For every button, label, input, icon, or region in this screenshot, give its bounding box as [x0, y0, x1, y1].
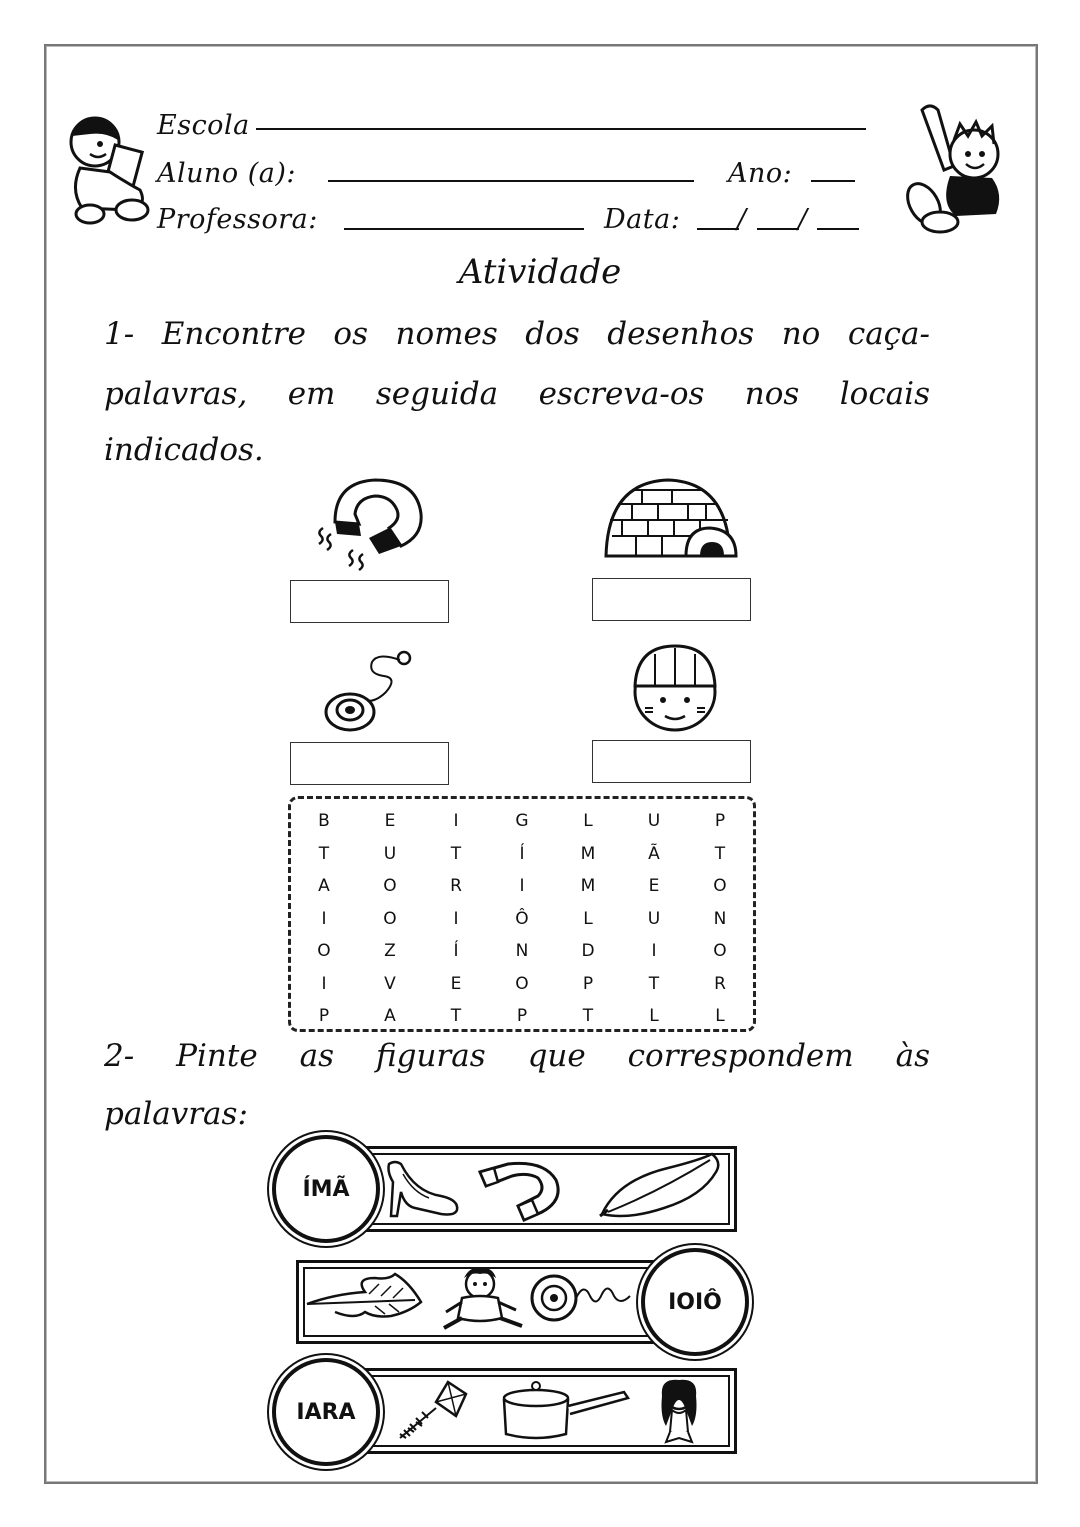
word-search-letter[interactable]: Í [519, 843, 525, 864]
yoyo-icon[interactable] [530, 1272, 638, 1322]
word-search-letter[interactable]: U [647, 811, 661, 832]
word-search-letter[interactable]: T [450, 1006, 462, 1027]
page-title: Atividade [458, 252, 622, 292]
word-search-grid [291, 805, 753, 1033]
word-search-letter[interactable]: R [714, 973, 726, 994]
question-1-line-2: palavras, em seguida escreva-os nos locais [104, 376, 930, 412]
word-search-letter[interactable]: P [516, 1006, 528, 1027]
year-label: Ano: [728, 158, 793, 189]
word-search-letter[interactable]: T [648, 973, 660, 994]
word-search-letter[interactable]: I [651, 941, 657, 962]
answer-box-yoyo[interactable] [290, 742, 449, 785]
date-separator: / [737, 204, 747, 235]
word-search-letter[interactable]: P [714, 811, 726, 832]
word-search-row [291, 838, 753, 871]
word-badge-iara: IARA [272, 1358, 380, 1466]
word-search-letter[interactable]: G [515, 811, 529, 832]
word-search-letter[interactable]: D [581, 941, 595, 962]
question-2-line-2: palavras: [104, 1096, 248, 1132]
reading-child-icon [60, 110, 155, 225]
teacher-label: Professora: [157, 204, 318, 235]
answer-box-magnet[interactable] [290, 580, 449, 623]
pan-icon[interactable] [500, 1376, 634, 1444]
date-separator: / [798, 204, 808, 235]
word-search-row [291, 903, 753, 936]
leaf-icon[interactable] [598, 1150, 724, 1226]
word-search-letter[interactable]: V [384, 973, 396, 994]
word-search [288, 796, 756, 1032]
word-search-letter[interactable]: E [648, 876, 660, 897]
word-search-letter[interactable]: O [383, 876, 397, 897]
date-day-field[interactable] [697, 228, 739, 230]
word-search-letter[interactable]: L [583, 908, 593, 929]
word-search-letter[interactable]: I [453, 811, 459, 832]
shoe-icon[interactable] [385, 1158, 461, 1218]
school-label: Escola [157, 110, 250, 141]
word-search-letter[interactable]: N [515, 941, 529, 962]
word-search-letter[interactable]: I [321, 908, 327, 929]
word-search-letter[interactable]: E [450, 973, 462, 994]
kite-icon[interactable] [396, 1378, 472, 1444]
question-1-line-3: indicados. [104, 432, 264, 468]
answer-box-indian[interactable] [592, 740, 751, 783]
word-search-letter[interactable]: T [318, 843, 330, 864]
mermaid-icon[interactable] [652, 1376, 706, 1446]
word-search-letter[interactable]: A [318, 876, 330, 897]
magnet-icon [305, 474, 430, 579]
word-search-letter[interactable]: O [713, 876, 727, 897]
date-month-field[interactable] [757, 228, 799, 230]
word-badge-ima: ÍMÃ [272, 1135, 380, 1243]
feather-icon[interactable] [305, 1272, 425, 1322]
student-label: Aluno (a): [157, 158, 297, 189]
word-search-letter[interactable]: O [713, 941, 727, 962]
word-search-letter[interactable]: A [384, 1006, 396, 1027]
word-search-row [291, 870, 753, 903]
word-search-letter[interactable]: R [450, 876, 462, 897]
word-search-row [291, 935, 753, 968]
word-search-letter[interactable]: Ô [515, 908, 529, 929]
word-search-letter[interactable]: U [647, 908, 661, 929]
word-search-letter[interactable]: P [318, 1006, 330, 1027]
doll-icon[interactable] [440, 1266, 526, 1332]
word-search-letter[interactable]: I [321, 973, 327, 994]
answer-box-igloo[interactable] [592, 578, 751, 621]
year-field[interactable] [811, 180, 855, 182]
question-2-line-1: 2- Pinte as figuras que correspondem às [104, 1038, 930, 1074]
student-field[interactable] [328, 180, 694, 182]
word-search-letter[interactable]: O [317, 941, 331, 962]
word-search-letter[interactable]: B [318, 811, 330, 832]
question-1-line-1: 1- Encontre os nomes dos desenhos no caça- [104, 316, 930, 352]
school-field[interactable] [256, 128, 866, 130]
date-label: Data: [604, 204, 681, 235]
word-search-letter[interactable]: Ã [648, 843, 660, 864]
magnet-icon[interactable] [478, 1160, 564, 1222]
word-search-letter[interactable]: Z [384, 941, 396, 962]
word-search-letter[interactable]: U [383, 843, 397, 864]
word-search-row [291, 968, 753, 1001]
word-search-letter[interactable]: Í [453, 941, 459, 962]
word-search-letter[interactable]: P [582, 973, 594, 994]
indian-boy-icon [625, 642, 725, 734]
date-year-field[interactable] [817, 228, 859, 230]
pencil-child-icon [900, 104, 1020, 234]
word-search-letter[interactable]: O [383, 908, 397, 929]
word-search-letter[interactable]: I [453, 908, 459, 929]
igloo-icon [602, 476, 742, 562]
word-search-letter[interactable]: M [580, 876, 596, 897]
word-search-letter[interactable]: I [519, 876, 525, 897]
word-badge-ioio: IOIÔ [641, 1248, 749, 1356]
yoyo-icon [322, 648, 414, 734]
word-search-letter[interactable]: O [515, 973, 529, 994]
word-search-letter[interactable]: T [582, 1006, 594, 1027]
word-search-letter[interactable]: L [715, 1006, 725, 1027]
word-search-letter[interactable]: M [580, 843, 596, 864]
word-search-letter[interactable]: T [714, 843, 726, 864]
word-search-letter[interactable]: N [713, 908, 727, 929]
word-search-letter[interactable]: L [583, 811, 593, 832]
word-search-letter[interactable]: T [450, 843, 462, 864]
teacher-field[interactable] [344, 228, 584, 230]
word-search-letter[interactable]: E [384, 811, 396, 832]
word-search-letter[interactable]: L [649, 1006, 659, 1027]
word-search-row [291, 805, 753, 838]
